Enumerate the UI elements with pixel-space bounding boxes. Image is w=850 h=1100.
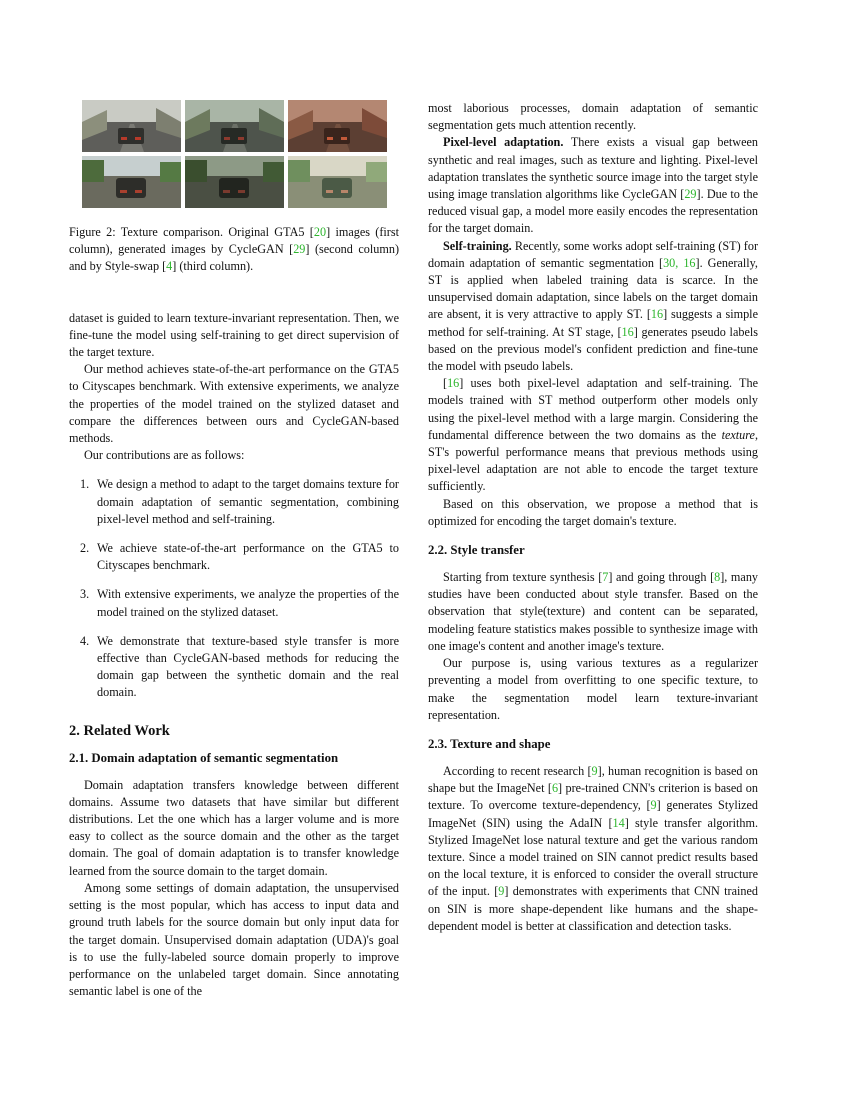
citation-link[interactable]: 14 — [612, 815, 625, 830]
citation-link[interactable]: 6 — [551, 781, 559, 796]
list-item: 4. We demonstrate that texture-based style transfer is more effective than CycleGAN-based methods for reducing the domain gap between the synthetic domain and the real domain. — [80, 633, 399, 700]
paragraph-lead: Self-training. — [443, 238, 512, 253]
citation-link[interactable]: 4 — [166, 259, 173, 274]
left-column — [69, 100, 399, 1000]
paragraph-pixel-level: Pixel-level adaptation. There exists a visual gap between synthetic and real images, such as texture and lighting. Pixel-level adaptation translates the synthetic source image into the target style using image translation algorithms like CycleGAN [29]. Due to the reduced visual gap, a model more easily encodes the representation for the target domain. — [428, 135, 758, 236]
paragraph: Our method achieves state-of-the-art performance on the GTA5 to Cityscapes benchmark. With extensive experiments, we analyze the properties of the model trained on the stylized dataset and compare the differences between ours and CycleGAN-based methods. — [69, 362, 399, 446]
list-item: 3. With extensive experiments, we analyze the properties of the model trained on the stylized dataset. — [80, 587, 399, 619]
paragraph: According to recent research [9], human recognition is based on shape but the ImageNet [6] pre-trained CNN's criterion is based on texture. To overcome texture-dependency, [9] generates Stylized ImageNet (SIN) using the AdaIN [14] style transfer algorithm. Stylized ImageNet lose natural texture and get the various random texture. Since a model trained on SIN cannot predict results based on the local texture, it is enforced to consider the overall structure of the input. [9] demonstrates with experiments that CNN trained on SIN is more shape-dependent like humans and the shape-dependent model is better at classification and detection tasks. — [428, 763, 758, 933]
subsection-heading-texture-shape: 2.3. Texture and shape — [428, 736, 551, 751]
paragraph-lead: Pixel-level adaptation. — [443, 135, 564, 150]
paragraph: Starting from texture synthesis [7] and going through [8], many studies have been conducted about style transfer. Based on the observation that style(texture) and content can be separated, modeling feature statistics makes possible to synthesize image with one image's content and another image's texture. — [428, 570, 759, 653]
figure-caption: Figure 2: Texture comparison. Original GTA5 [20] images (first column), generated images by CycleGAN [29] (second column) and by Style-swap [4] (third column). — [69, 225, 399, 274]
paragraph: Our purpose is, using various textures as a regularizer preventing a model from overfitting to one specific texture, to make the segmentation model learn texture-invariant representation. — [428, 656, 758, 722]
list-item: 2. We achieve state-of-the-art performance on the GTA5 to Cityscapes benchmark. — [80, 541, 399, 573]
paragraph: Domain adaptation transfers knowledge between different domains. Assume two datasets that have similar but different distributions. Let the one which has a larger volume and is more easy to collect as the source domain and the other as the target domain. The goal of domain adaptation is to transfer knowledge learned from the source domain to the target domain. — [69, 777, 399, 878]
paragraph: Our contributions are as follows: — [84, 448, 245, 463]
paragraph: most laborious processes, domain adaptation of semantic segmentation gets much attention recently. — [428, 101, 758, 133]
citation-link[interactable]: 16 — [447, 376, 460, 391]
subsection-heading-style-transfer: 2.2. Style transfer — [428, 543, 525, 558]
citation-link[interactable]: 20 — [313, 225, 327, 239]
figure-image-gta5-original-2 — [82, 156, 181, 208]
contributions-list — [69, 476, 399, 701]
citation-link[interactable]: 9 — [591, 763, 598, 778]
section-heading-related-work: 2. Related Work — [69, 722, 170, 739]
citation-link[interactable]: 16 — [621, 324, 634, 339]
citation-link[interactable]: 16 — [650, 307, 664, 322]
paragraph-self-training: Self-training. Recently, some works adopt self-training (ST) for domain adaptation of semantic segmentation [30, 16]. Generally, ST is applied when labeled training data is scarce. In the unsupervised domain adaptation, since labels on the target domain are absent, it is very attractive to apply ST. [16] suggests a simple method for self-training. At ST stage, [16] generates pseudo labels based on the previous model's confident prediction and fine-tune the model with pseudo labels. — [428, 238, 758, 374]
citation-link[interactable]: 9 — [498, 884, 505, 899]
figure-image-cyclegan-1 — [185, 100, 284, 152]
citation-link[interactable]: 29 — [293, 242, 306, 257]
list-item: 1. We design a method to adapt to the target domains texture for domain adaptation of semantic segmentation, combining pixel-level method and self-training. — [80, 477, 399, 526]
citation-link[interactable]: 7 — [602, 570, 609, 585]
paragraph: Based on this observation, we propose a method that is optimized for encoding the target domain's texture. — [428, 496, 758, 528]
subsection-heading-domain-adaptation: 2.1. Domain adaptation of semantic segmentation — [69, 750, 339, 765]
citation-link[interactable]: 30, 16 — [663, 255, 696, 270]
paragraph: [16] uses both pixel-level adaptation and self-training. The models trained with ST method outperform other models only using the pixel-level method with a large margin. Considering the fundamental difference between the two domains as the texture, ST's powerful performance means that previous methods using pixel-level adaptation are not able to encode the target texture sufficiently. — [428, 376, 758, 494]
figure-image-gta5-original-1 — [82, 100, 181, 152]
figure-2 — [69, 100, 399, 215]
citation-link[interactable]: 9 — [650, 798, 657, 813]
citation-link[interactable]: 8 — [714, 570, 721, 585]
figure-image-styleswap-2 — [288, 156, 387, 208]
paragraph: Among some settings of domain adaptation, the unsupervised setting is the most popular, which has access to input data and ground truth labels for the source domain but only input data for the target domain. Unsupervised domain adaptation (UDA)'s goal is to use the fully-labeled source domain properly to improve performance on the unlabeled target domain. Since annotating semantic label is one of the — [69, 880, 399, 999]
figure-image-cyclegan-2 — [185, 156, 284, 208]
paragraph: dataset is guided to learn texture-invariant representation. Then, we fine-tune the model using self-training to get direct supervision of the target texture. — [69, 310, 399, 360]
figure-image-styleswap-1 — [288, 100, 387, 152]
right-column — [428, 100, 758, 935]
citation-link[interactable]: 29 — [684, 187, 697, 202]
